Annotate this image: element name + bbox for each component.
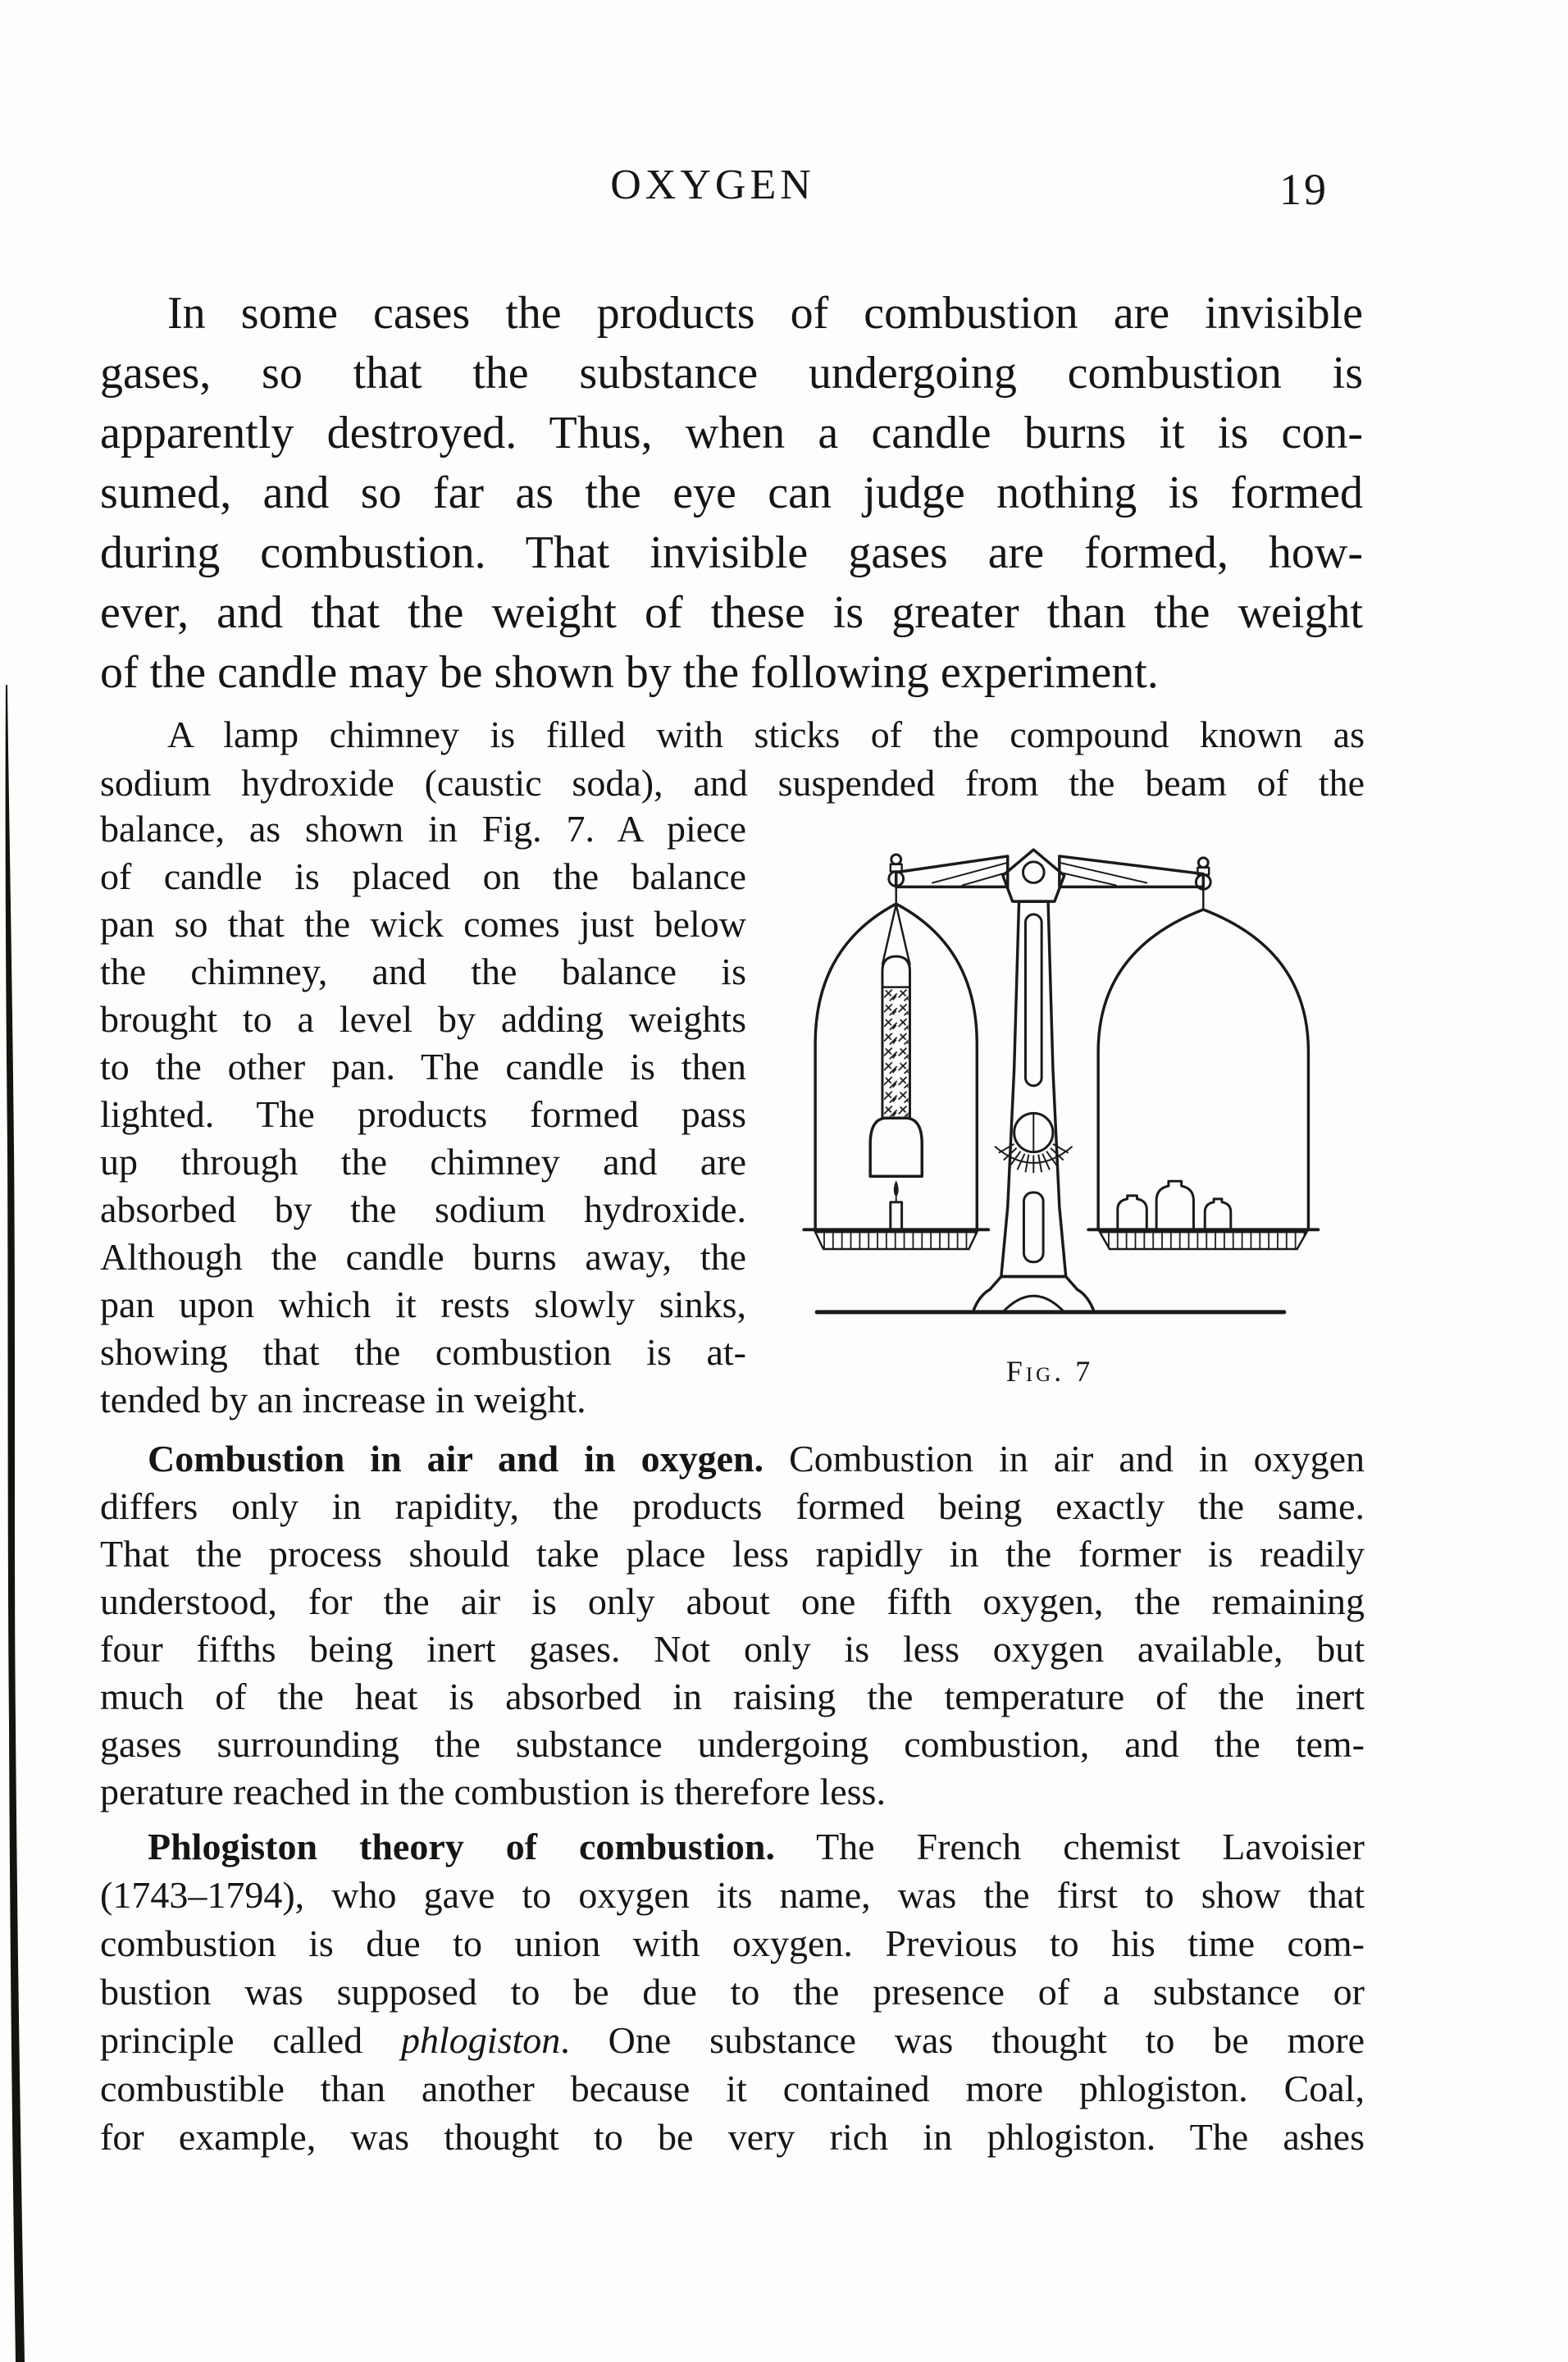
balance-base (973, 1276, 1094, 1311)
paragraph-combustion-products (100, 284, 1363, 703)
text-line (100, 1435, 1365, 1483)
text-line: sodium hydroxide (caustic soda), and suspended from the beam of the (100, 762, 1365, 804)
text-line: during combustion. That invisible gases are formed, how- (100, 527, 1363, 578)
text-line: gases surrounding the substance undergoing combustion, and the tem- (100, 1723, 1365, 1765)
text-line (100, 2016, 1365, 2064)
text-line: pan so that the wick comes just below (100, 903, 746, 945)
text-line: understood, for the air is only about one fifth oxygen, the remaining (100, 1580, 1365, 1622)
section-heading-rest: Combustion in air and in oxygen (763, 1438, 1365, 1480)
soda-chimney-tube (882, 956, 910, 1118)
section-combustion-air-oxygen (100, 1435, 1365, 1816)
section-heading-rest: The French chemist Lavoisier (774, 1826, 1365, 1867)
right-balance-pan (1088, 1229, 1318, 1249)
balance-weights (1118, 1181, 1231, 1229)
balance-column (973, 901, 1094, 1312)
left-balance-pan (804, 1229, 988, 1249)
balance-figure-illustration (767, 827, 1333, 1329)
text-line: apparently destroyed. Thus, when a candle burns it is con- (100, 408, 1363, 458)
candle (891, 1180, 902, 1229)
section-heading: Combustion in air and in oxygen. (148, 1438, 764, 1480)
text-line: of the candle may be shown by the following experiment. (100, 647, 1159, 698)
section-phlogiston-theory (100, 1822, 1365, 2161)
text-line: much of the heat is absorbed in raising the temperature of the inert (100, 1676, 1365, 1717)
text-line: brought to a level by adding weights (100, 998, 746, 1040)
text-span: principle called (100, 2019, 402, 2061)
page-gutter-shadow (0, 0, 49, 2362)
balance-beam (896, 850, 1204, 901)
text-line: A lamp chimney is filled with sticks of the compound known as (167, 714, 1365, 755)
running-head-title: OXYGEN (610, 162, 815, 208)
text-line: showing that the combustion is at- (100, 1331, 746, 1373)
text-line: pan upon which it rests slowly sinks, (100, 1284, 746, 1325)
text-line: absorbed by the sodium hydroxide. (100, 1188, 746, 1230)
text-line: combustible than another because it contained more phlogiston. Coal, (100, 2068, 1365, 2109)
figure-caption: Fig. 7 (1005, 1355, 1094, 1388)
page-number: 19 (1279, 165, 1329, 214)
right-bell-jar (1098, 910, 1308, 1229)
text-line (100, 1822, 1365, 1871)
chimney-bell-hood (870, 1118, 922, 1176)
figure-7 (767, 827, 1333, 1388)
text-line: the chimney, and the balance is (100, 951, 746, 992)
text-line: combustion is due to union with oxygen. Previous to his time com- (100, 1922, 1365, 1964)
text-line: of candle is placed on the balance (100, 855, 746, 897)
text-line: differs only in rapidity, the products formed being exactly the same. (100, 1485, 1365, 1527)
text-line: four fifths being inert gases. Not only is less oxygen available, but (100, 1628, 1365, 1670)
text-line: for example, was thought to be very rich in phlogiston. The ashes (100, 2116, 1365, 2158)
text-line: Although the candle burns away, the (100, 1236, 746, 1278)
text-line: In some cases the products of combustion are invisible (167, 288, 1363, 339)
text-line: That the process should take place less rapidly in the former is readily (100, 1533, 1365, 1575)
paragraph-experiment-intro (100, 710, 1365, 807)
candle-flame (894, 1180, 899, 1197)
text-line: up through the chimney and are (100, 1141, 746, 1183)
text-line: balance, as shown in Fig. 7. A piece (100, 808, 746, 850)
text-line: tended by an increase in weight. (100, 1379, 586, 1420)
text-line: (1743–1794), who gave to oxygen its name, was the first to show that (100, 1874, 1365, 1916)
text-line: sumed, and so far as the eye can judge nothing is formed (100, 467, 1363, 518)
text-span: . One substance was thought to be more (560, 2019, 1365, 2061)
text-line: perature reached in the combustion is therefore less. (100, 1771, 886, 1813)
text-line: gases, so that the substance undergoing combustion is (100, 348, 1363, 399)
text-line: lighted. The products formed pass (100, 1093, 746, 1135)
paragraph-experiment-column (100, 805, 746, 1424)
text-line: ever, and that the weight of these is greater than the weight (100, 587, 1363, 638)
text-line: bustion was supposed to be due to the presence of a substance or (100, 1971, 1365, 2013)
text-line: to the other pan. The candle is then (100, 1046, 746, 1088)
beam-pivot (1023, 862, 1044, 883)
section-heading: Phlogiston theory of combustion. (148, 1826, 775, 1867)
sodium-hydroxide-sticks (884, 989, 909, 1117)
italic-term: phlogiston (401, 2019, 561, 2061)
